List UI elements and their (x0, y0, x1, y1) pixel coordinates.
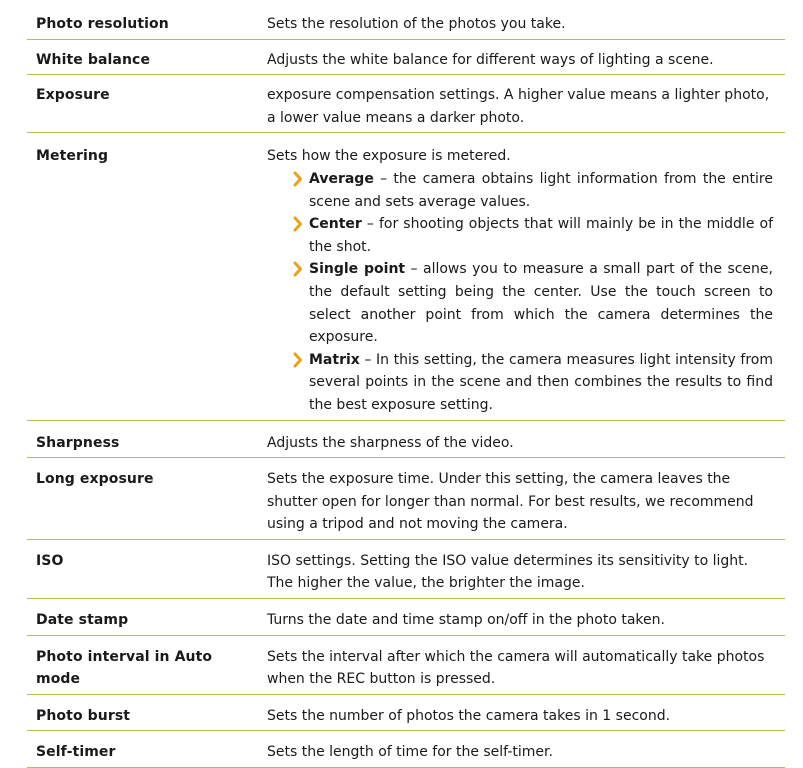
setting-description: Sets the interval after which the camera will automatically take photos when the REC button is pressed. (267, 648, 765, 688)
setting-description: Sets the number of photos the camera takes in 1 second. (267, 707, 671, 724)
table-row-metering (27, 133, 785, 420)
mode-text: – In this setting, the camera measures light intensity from several points in the scene and then combines the results to find the best exposure setting. (309, 351, 773, 413)
setting-name: Photo burst (36, 707, 131, 724)
setting-name: Metering (36, 148, 109, 165)
setting-name: White balance (36, 51, 151, 68)
mode-name: Single point (309, 261, 406, 278)
setting-name: Self-timer (36, 744, 116, 761)
setting-name: Date stamp (36, 612, 129, 629)
setting-name: Exposure (36, 87, 110, 104)
settings-document (27, 0, 785, 768)
mode-text: – the camera obtains light information from the entire scene and sets average values. (309, 170, 773, 210)
mode-text: – for shooting objects that will mainly be in the middle of the shot. (309, 216, 773, 255)
table-row-iso (27, 539, 785, 598)
setting-name: Sharpness (36, 434, 120, 451)
table-row-white-balance (27, 39, 785, 75)
chevron-right-icon (292, 349, 304, 371)
list-item-single-point (292, 258, 773, 348)
iso-line-2: The higher the value, the brighter the image. (267, 575, 585, 592)
mode-name: Center (309, 216, 362, 233)
table-row-self-timer (27, 731, 785, 768)
table-row-photo-burst (27, 694, 785, 731)
metering-mode-list (267, 168, 773, 417)
chevron-right-icon (292, 213, 304, 235)
setting-description: Adjusts the sharpness of the video. (267, 434, 514, 451)
chevron-right-icon (292, 258, 304, 280)
table-row-long-exposure (27, 458, 785, 540)
mode-name: Matrix (309, 351, 360, 368)
table-row-date-stamp (27, 599, 785, 636)
table-row-exposure (27, 75, 785, 133)
list-item-matrix (292, 349, 773, 417)
table-row-photo-resolution (27, 0, 785, 39)
list-item-center (292, 213, 773, 258)
iso-line-1: ISO settings. Setting the ISO value determines its sensitivity to light. (267, 552, 749, 569)
setting-description: Sets the exposure time. Under this setting, the camera leaves the shutter open for longer than normal. For best results, we recommend using a tripod and not moving the camera. (267, 471, 754, 533)
setting-description (258, 539, 785, 598)
setting-name: Photo resolution (36, 16, 169, 32)
setting-description: Sets the resolution of the photos you take. (267, 16, 566, 32)
setting-description: Adjusts the white balance for different ways of lighting a scene. (267, 51, 714, 68)
metering-intro: Sets how the exposure is metered. (267, 148, 511, 165)
table-row-sharpness (27, 420, 785, 458)
setting-description: Turns the date and time stamp on/off in the photo taken. (267, 612, 665, 629)
table-row-photo-interval (27, 635, 785, 694)
setting-description: exposure compensation settings. A higher value means a lighter photo, a lower value means a darker photo. (267, 87, 770, 126)
setting-name: Long exposure (36, 471, 154, 488)
photo-settings-table (27, 0, 785, 768)
setting-name: ISO (36, 552, 64, 569)
mode-text: – allows you to measure a small part of the scene, the default setting being the center. Use the touch screen to select another point from which the camera determines the exposure. (309, 261, 773, 346)
setting-description (258, 133, 785, 420)
chevron-right-icon (292, 168, 304, 190)
mode-name: Average (309, 170, 374, 187)
setting-name: Photo interval in Auto mode (36, 648, 213, 688)
setting-description: Sets the length of time for the self-timer. (267, 744, 553, 761)
list-item-average (292, 168, 773, 213)
